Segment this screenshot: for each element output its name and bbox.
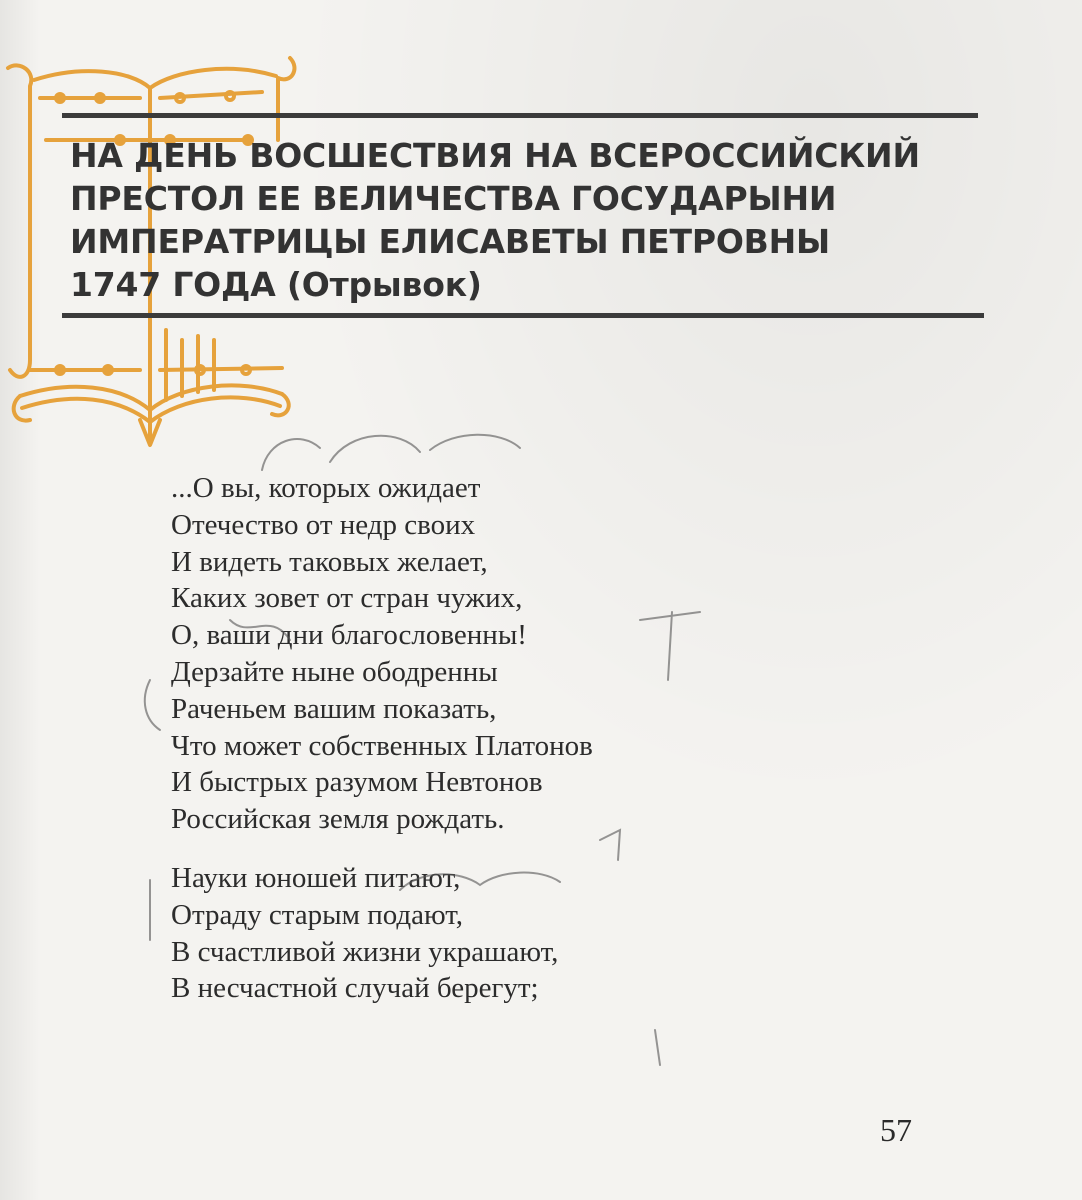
heading-rule-top [62, 113, 978, 118]
stanza [171, 470, 951, 838]
heading-rule-bottom [62, 313, 984, 318]
title-line: ИМПЕРАТРИЦЫ ЕЛИСАВЕТЫ ПЕТРОВНЫ [70, 222, 831, 261]
stanza [171, 860, 951, 1007]
page-number: 57 [880, 1112, 912, 1148]
poem-line: Науки юношей питают, [171, 861, 461, 894]
poem-line: Что может собственных Платонов [171, 729, 593, 762]
title-line: ПРЕСТОЛ ЕЕ ВЕЛИЧЕСТВА ГОСУДАРЫНИ [70, 179, 837, 218]
title-line: НА ДЕНЬ ВОСШЕСТВИЯ НА ВСЕРОССИЙСКИЙ [70, 136, 920, 175]
poem-body [171, 470, 951, 1007]
poem-line: Отраду старым подают, [171, 898, 464, 931]
poem-line: И быстрых разумом Невтонов [171, 766, 543, 799]
poem-line: О, ваши дни благословенны! [171, 619, 527, 652]
poem-line: В несчастной случай берегут; [171, 972, 539, 1005]
poem-line: Отечество от недр своих [171, 508, 476, 541]
title-line: 1747 ГОДА (Отрывок) [70, 265, 482, 304]
poem-line: Российская земля рождать. [171, 803, 505, 836]
poem-title [70, 134, 970, 306]
poem-line: Каких зовет от стран чужих, [171, 582, 523, 615]
poem-line: В счастливой жизни украшают, [171, 935, 559, 968]
poem-line: ...О вы, которых ожидает [171, 472, 481, 504]
poem-line: Дерзайте ныне ободренны [171, 655, 498, 688]
poem-line: Раченьем вашим показать, [171, 692, 497, 725]
poem-line: И видеть таковых желает, [171, 545, 488, 578]
